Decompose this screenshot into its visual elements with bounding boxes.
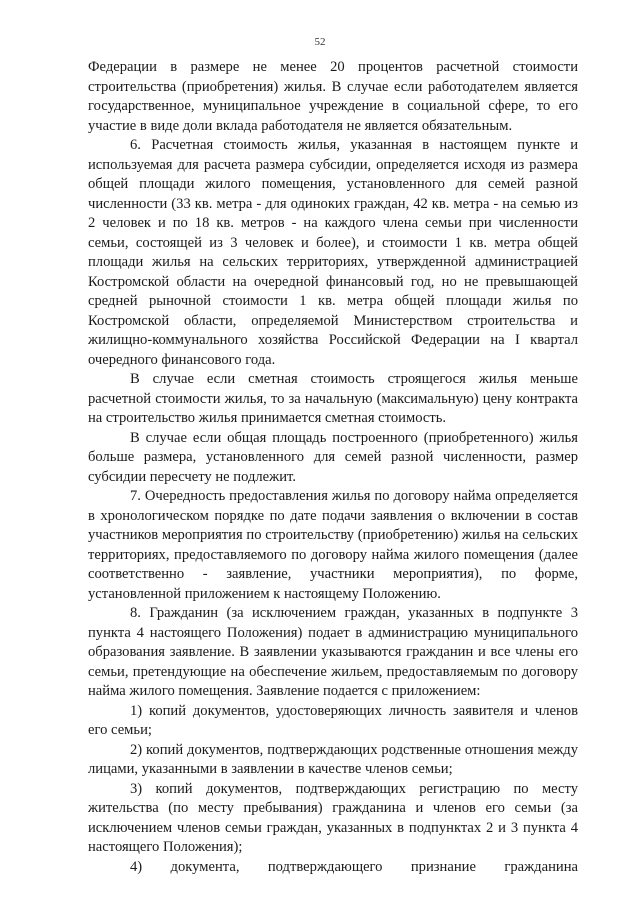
- paragraph-item-7: 7. Очередность предоставления жилья по договору найма определяется в хронологическом порядке по дате подачи заявления о включении в состав участников мероприятия по строительству (приобретению) жилья на сельских территориях, предоставляемого по договору найма жилого помещения (далее соответственно - заявление, участники мероприятия), по форме, установленной приложением к настоящему Положению.: [88, 488, 578, 602]
- paragraph-area-recalc: В случае если общая площадь построенного (приобретенного) жилья больше размера, установленного для семей разной численности, размер субсидии пересчету не подлежит.: [88, 429, 578, 485]
- paragraph-estimate-cost: В случае если сметная стоимость строящегося жилья меньше расчетной стоимости жилья, то за начальную (максимальную) цену контракта на строительство жилья принимается сметная стоимость.: [88, 371, 578, 426]
- page-number: 52: [314, 36, 326, 48]
- list-item-4: 4) документа, подтверждающего признание гражданина: [130, 858, 578, 875]
- list-item-3: 3) копий документов, подтверждающих регистрацию по месту жительства (по месту пребывания) гражданина и членов его семьи (за исключением членов семьи граждан, указанных в подпунктах 2 и 3 пункта 4 настоящего Положения);: [88, 780, 578, 855]
- document-body: [88, 58, 578, 877]
- paragraph-item-6: 6. Расчетная стоимость жилья, указанная в настоящем пункте и используемая для расчета размера субсидии, определяется исходя из размера общей площади жилого помещения, установленного для семей разной численности (33 кв. метра - для одиноких граждан, 42 кв. метра - на семью из 2 человек и по 18 кв. метров - на каждого члена семьи при численности семьи, состоящей из 3 человек и более), и стоимости 1 кв. метра общей площади жилья на сельских территориях, утвержденной администрацией Костромской области на очередной финансовый год, но не превышающей средней рыночной стоимости 1 кв. метра общей площади жилья по Костромской области, определяемой Министерством строительства и жилищно-коммунального хозяйства Российской Федерации на I квартал очередного финансового года.: [88, 137, 578, 368]
- list-item-2: 2) копий документов, подтверждающих родственные отношения между лицами, указанными в заявлении в качестве членов семьи;: [88, 741, 578, 777]
- paragraph-federation-share: Федерации в размере не менее 20 процентов расчетной стоимости строительства (приобретения) жилья. В случае если работодателем является государственное, муниципальное учреждение в социальной сфере, то его участие в виде доли вклада работодателя не является обязательным.: [88, 59, 578, 134]
- paragraph-item-8: 8. Гражданин (за исключением граждан, указанных в подпункте 3 пункта 4 настоящего Положения) подает в администрацию муниципального образования заявление. В заявлении указываются гражданин и все члены его семьи, претендующие на обеспечение жильем, предоставляемым по договору найма жилого помещения. Заявление подается с приложением:: [88, 605, 578, 699]
- list-item-1: 1) копий документов, удостоверяющих личность заявителя и членов его семьи;: [88, 702, 578, 738]
